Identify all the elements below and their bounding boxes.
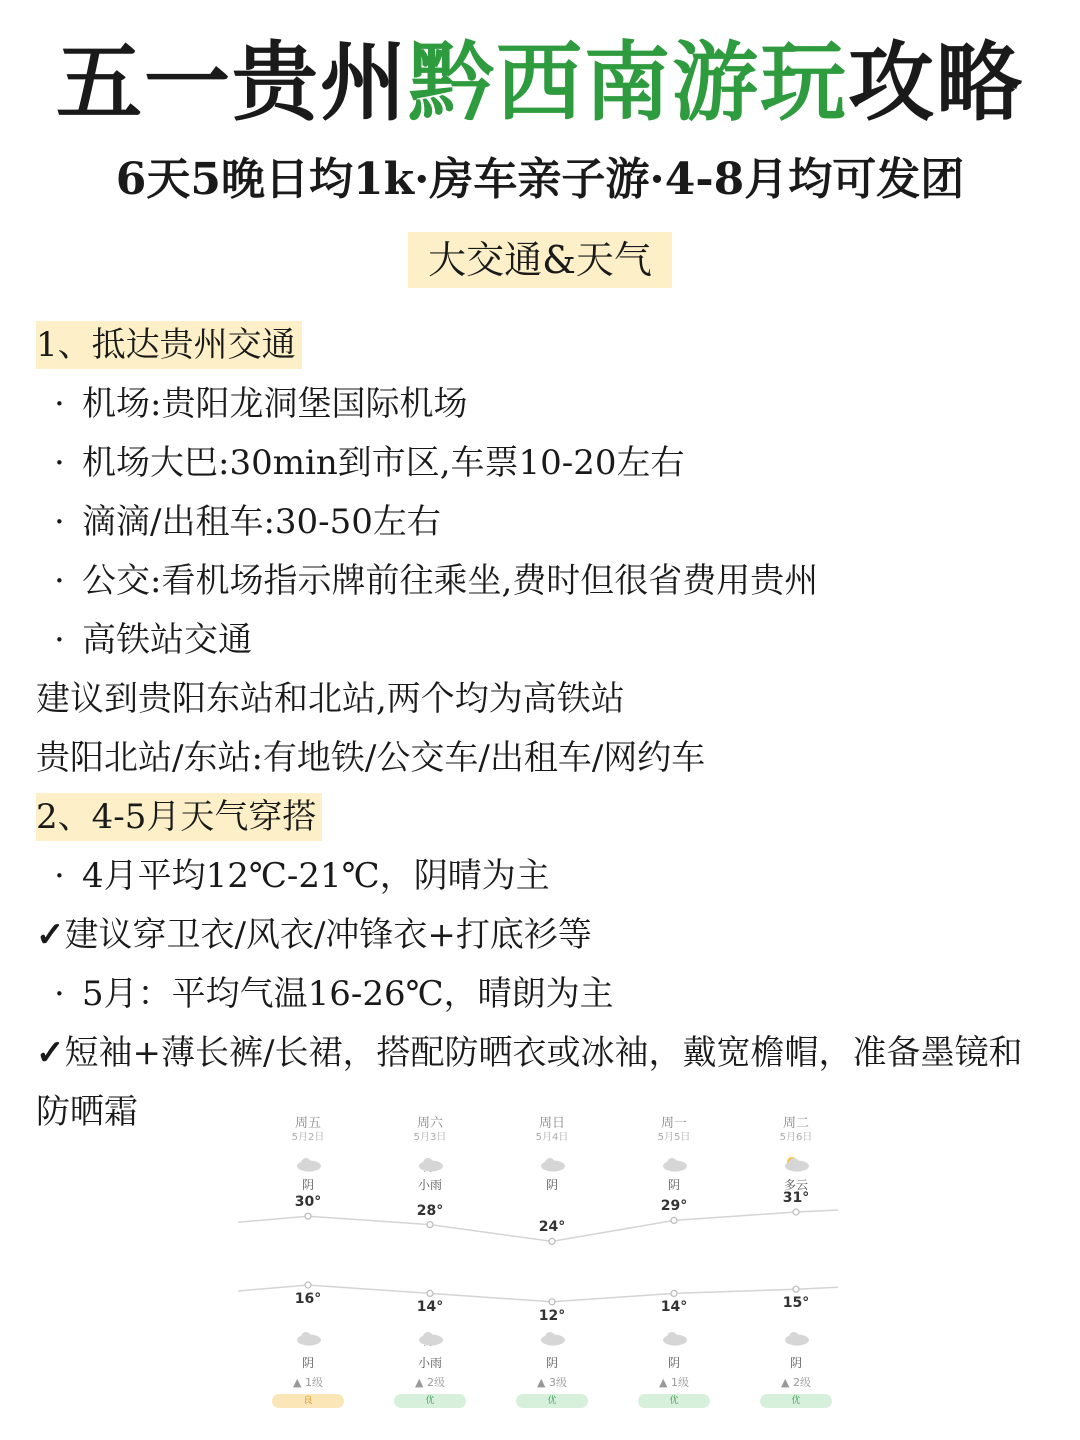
wind-direction-icon: ▲ [659,1376,671,1389]
temp-point [305,1213,311,1219]
cloud-icon [537,1330,567,1344]
wind-level-text: 1级 [670,1376,689,1389]
section-label: 大交通&天气 [408,232,672,288]
aqi-badge: 优 [760,1394,832,1408]
wind-level [248,1374,368,1390]
title-highlight: 黔西南游玩 [408,32,848,133]
forecast-day-header [492,1116,612,1144]
guide-line [36,729,1056,788]
bullet-dot: · [54,502,65,542]
night-condition: 阴 [789,1356,802,1370]
wind-level-text: 2级 [792,1376,811,1389]
guide-line [36,847,1056,906]
bullet-dot: · [54,384,65,424]
low-temp-label: 12° [538,1307,566,1324]
wind-direction-icon: ▲ [293,1376,305,1389]
weekday-label: 周一 [660,1116,687,1131]
rain-icon [415,1156,445,1170]
forecast-day-header [614,1116,734,1144]
date-label: 5月2日 [291,1132,325,1143]
line-text: 建议到贵阳东站和北站,两个均为高铁站 [36,679,625,719]
wind-level [492,1374,612,1390]
date-label: 5月4日 [535,1132,569,1143]
line-text: 建议穿卫衣/风衣/冲锋衣+打底衫等 [64,915,592,955]
cloud-icon [659,1156,689,1170]
wind-direction-icon: ▲ [537,1376,549,1389]
check-icon: ✓ [36,915,65,955]
line-text: 机场大巴:30min到市区,车票10-20左右 [82,443,685,483]
cloud-icon [293,1156,323,1170]
night-condition: 阴 [301,1356,314,1370]
line-text: 高铁站交通 [82,620,252,660]
wind-level [614,1374,734,1390]
low-temp-label: 15° [782,1295,810,1312]
aqi-badge: 优 [516,1394,588,1408]
bullet-dot: · [54,856,65,896]
temp-point [549,1238,555,1244]
bullet-dot: · [54,443,65,483]
guide-line [36,375,1056,434]
wind-direction-icon: ▲ [415,1376,427,1389]
guide-line [36,965,1056,1024]
cloud-icon [659,1330,689,1344]
date-label: 5月6日 [779,1132,813,1143]
page-title [0,28,1080,138]
forecast-day-header [370,1116,490,1144]
wind-level-text: 2级 [426,1376,445,1389]
temp-point [427,1290,433,1296]
bullet-dot: · [54,974,65,1014]
guide-line [36,611,1056,670]
aqi-badge: 优 [638,1394,710,1408]
high-temp-label: 30° [294,1194,322,1211]
line-text: 滴滴/出租车:30-50左右 [82,502,441,542]
title-part3: 攻略 [848,32,1024,133]
temp-point [427,1222,433,1228]
high-temp-label: 24° [538,1219,566,1236]
night-condition: 阴 [667,1356,680,1370]
temp-point [671,1217,677,1223]
day-condition: 阴 [545,1178,558,1192]
wind-level-text: 1级 [304,1376,323,1389]
weekday-label: 周五 [294,1116,321,1131]
line-text: 贵阳北站/东站:有地铁/公交车/出租车/网约车 [36,738,706,778]
high-temp-label: 29° [660,1198,688,1215]
title-part1: 五一贵州 [56,32,408,133]
bullet-dot: · [54,620,65,660]
line-text: 4月平均12℃-21℃，阴晴为主 [82,856,550,896]
guide-line [36,552,1056,611]
guide-line [36,906,1056,965]
day-condition: 小雨 [417,1178,442,1192]
temp-point [793,1209,799,1215]
temp-point [793,1286,799,1292]
day-condition: 多云 [783,1178,808,1192]
partly-cloudy-icon [781,1156,811,1170]
wind-level [736,1374,856,1390]
high-temp-label: 28° [416,1202,444,1219]
weather-forecast [238,1112,838,1422]
wind-level-text: 3级 [548,1376,567,1389]
line-text: 2、4-5月天气穿搭 [36,793,322,841]
cloud-icon [293,1330,323,1344]
aqi-badge: 优 [394,1394,466,1408]
high-temp-label: 31° [782,1190,810,1206]
weekday-label: 周二 [782,1116,809,1131]
guide-line [36,493,1056,552]
low-temp-label: 16° [294,1291,322,1307]
low-temp-label: 14° [660,1299,688,1316]
low-temp-label: 14° [416,1299,444,1316]
weekday-label: 周六 [416,1116,443,1131]
night-condition: 阴 [545,1356,558,1370]
day-condition: 阴 [667,1178,680,1192]
guide-content [36,316,1056,1142]
cloud-icon [537,1156,567,1170]
page-subtitle: 6天5晚日均1k·房车亲子游·4-8月均可发团 [115,154,965,205]
temp-point [305,1282,311,1288]
section-heading [36,316,1056,375]
date-label: 5月5日 [657,1132,691,1143]
date-label: 5月3日 [413,1132,447,1143]
line-text: 机场:贵阳龙洞堡国际机场 [82,384,468,424]
wind-direction-icon: ▲ [781,1376,793,1389]
forecast-day-header [248,1116,368,1144]
guide-line [36,1024,1056,1083]
bullet-dot: · [54,561,65,601]
aqi-badge: 良 [272,1394,344,1408]
line-text: 公交:看机场指示牌前往乘坐,费时但很省费用贵州 [82,561,819,601]
weekday-label: 周日 [538,1116,565,1131]
temp-point [549,1299,555,1305]
rain-icon [415,1330,445,1344]
guide-line [36,434,1056,493]
line-text: 5月：平均气温16-26℃，晴朗为主 [82,974,614,1014]
wind-level [370,1374,490,1390]
line-text: 防晒霜 [36,1092,138,1132]
section-heading [36,788,1056,847]
forecast-day-header [736,1116,856,1144]
cloud-icon [781,1330,811,1344]
guide-line [36,670,1056,729]
line-text: 1、抵达贵州交通 [36,321,302,369]
night-condition: 小雨 [417,1356,442,1370]
day-condition: 阴 [301,1178,314,1192]
check-icon: ✓ [36,1033,65,1073]
line-text: 短袖+薄长裤/长裙，搭配防晒衣或冰袖，戴宽檐帽，准备墨镜和 [64,1033,1023,1073]
temp-point [671,1290,677,1296]
